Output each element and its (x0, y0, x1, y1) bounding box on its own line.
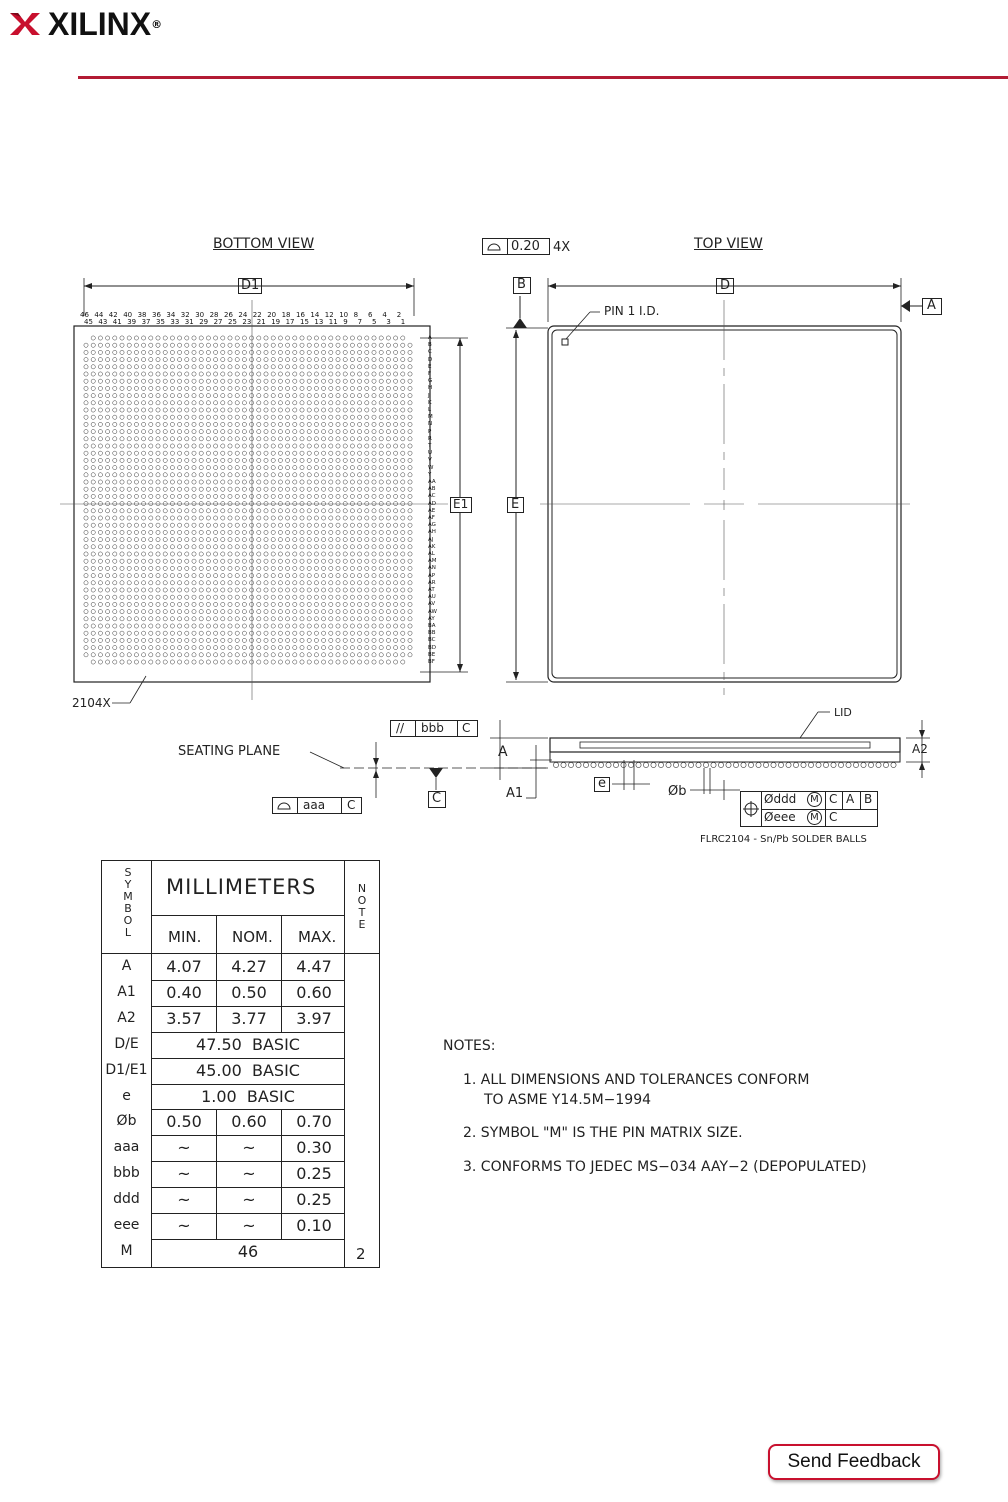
row-letter: E (428, 363, 432, 370)
table-nom-value: 0.60 (231, 1112, 267, 1132)
row-letter: AN (428, 565, 436, 572)
e-label-box: E (507, 497, 524, 513)
phi-b-label: Øb (668, 784, 687, 799)
column-number: 39 (127, 318, 137, 326)
row-letter: C (428, 349, 432, 356)
table-min-value: ~ (177, 1216, 191, 1235)
table-symbol: ddd (113, 1191, 140, 1208)
column-number: 11 (328, 318, 338, 326)
bottom-view-title: BOTTOM VIEW (213, 236, 315, 252)
table-nom-value: ~ (242, 1190, 256, 1210)
column-number: 40 (123, 311, 133, 319)
table-min-value: 4.07 (166, 957, 202, 976)
row-letter: P (428, 428, 432, 435)
row-letter: R (428, 435, 432, 442)
column-number: 16 (296, 311, 305, 319)
column-number: 19 (271, 318, 281, 326)
table-max-value: 0.25 (296, 1164, 332, 1184)
table-nom-value: ~ (242, 1216, 256, 1235)
note-header: NOTE (357, 882, 367, 931)
profile-callout: aaa C (272, 797, 362, 814)
seating-plane-label: SEATING PLANE (178, 744, 281, 759)
e1-label-box: E1 (450, 497, 472, 513)
column-number: 35 (156, 318, 165, 326)
column-number: 42 (108, 311, 118, 319)
column-number: 38 (137, 311, 147, 319)
column-number: 24 (238, 311, 248, 319)
table-max-value: 0.10 (296, 1216, 332, 1235)
row-letter: AP (428, 572, 436, 579)
column-number: 21 (256, 318, 266, 326)
table-span-value: 1.00 BASIC (201, 1086, 295, 1106)
note-1: 1. ALL DIMENSIONS AND TOLERANCES CONFORM (463, 1072, 810, 1088)
nom-header: NOM. (232, 928, 273, 946)
table-nom-value: ~ (242, 1138, 256, 1158)
row-letter: J (428, 392, 430, 399)
column-number: 43 (98, 318, 108, 326)
flatness-callout: 0.20 (482, 238, 550, 255)
a2-dim-label: A2 (912, 742, 928, 756)
row-letter: B (428, 342, 432, 349)
row-letter: N (428, 421, 433, 428)
column-number: 44 (94, 311, 104, 319)
column-number: 27 (213, 318, 223, 326)
table-symbol: A1 (117, 983, 136, 1000)
table-max-value: 4.47 (296, 957, 332, 976)
column-number: 30 (195, 311, 205, 319)
table-span-value: 46 (237, 1241, 259, 1261)
table-max-value: 0.25 (296, 1190, 332, 1210)
column-numbers-bottom (84, 318, 424, 328)
table-symbol: A2 (117, 1009, 136, 1026)
row-letter: AA (428, 479, 436, 485)
table-min-value: ~ (177, 1138, 191, 1158)
column-number: 2 (396, 311, 402, 319)
column-number: 6 (368, 311, 373, 319)
max-header: MAX. (298, 928, 337, 946)
note-value: 2 (356, 1245, 366, 1263)
table-symbol: bbb (113, 1165, 140, 1182)
column-number: 13 (314, 318, 324, 326)
parallelism-callout: // bbb C (390, 720, 478, 737)
profile-surface-icon-2 (273, 798, 295, 813)
column-number: 7 (357, 318, 363, 326)
row-letter: AV (428, 601, 436, 608)
column-number: 15 (300, 318, 309, 326)
a-dim-label: A (498, 744, 508, 760)
row-letter: T (428, 443, 432, 449)
row-letter: BF (428, 659, 435, 665)
table-span-value: 47.50 BASIC (196, 1034, 300, 1054)
row-letter: H (428, 385, 433, 392)
column-number: 25 (228, 318, 237, 326)
row-letter: AB (428, 486, 436, 493)
row-letter: BA (428, 623, 436, 629)
column-number: 46 (80, 311, 89, 319)
column-number: 22 (252, 311, 262, 319)
column-number: 5 (372, 318, 377, 326)
row-letter: BD (428, 644, 437, 651)
table-min-value: 0.40 (166, 982, 202, 1002)
table-max-value: 3.97 (296, 1008, 332, 1028)
column-number: 36 (152, 311, 161, 319)
column-number: 8 (353, 311, 359, 319)
column-number: 9 (343, 318, 348, 326)
note-3: 3. CONFORMS TO JEDEC MS−034 AAY−2 (DEPOPULATED) (463, 1159, 867, 1175)
ball-count-label: 2104X (72, 696, 111, 710)
column-number: 17 (285, 318, 295, 326)
table-nom-value: ~ (242, 1164, 256, 1184)
column-number: 20 (267, 311, 277, 319)
row-letter: V (428, 457, 432, 464)
column-number: 1 (400, 318, 406, 326)
table-span-value: 45.00 BASIC (196, 1060, 300, 1080)
column-number: 37 (141, 318, 151, 326)
column-number: 26 (224, 311, 233, 319)
table-nom-value: 0.50 (231, 982, 267, 1002)
table-max-value: 0.30 (296, 1138, 332, 1158)
column-number: 10 (339, 311, 349, 319)
symbol-header: SYMBOL (123, 866, 133, 939)
row-letter: AM (428, 558, 437, 565)
position-icon (741, 792, 761, 826)
column-number: 14 (310, 311, 320, 319)
pin1-id-mark (562, 339, 568, 345)
row-letter: U (428, 450, 433, 457)
table-min-value: 0.50 (166, 1112, 202, 1132)
table-symbol: aaa (113, 1139, 140, 1156)
datum-a-box: A (922, 298, 942, 315)
profile-surface-icon (483, 239, 505, 254)
row-letter: W (428, 464, 434, 471)
row-letter: AK (428, 543, 436, 550)
row-letter: M (428, 414, 433, 421)
row-letter: AL (428, 551, 435, 557)
min-header: MIN. (168, 928, 202, 946)
column-number: 12 (324, 311, 334, 319)
row-letter: AH (428, 529, 436, 536)
table-min-value: ~ (177, 1164, 191, 1184)
table-max-value: 0.60 (296, 982, 332, 1002)
table-symbol: Øb (116, 1113, 137, 1130)
pin1-label: PIN 1 I.D. (604, 304, 660, 318)
e-pitch-box: e (594, 777, 610, 792)
column-number: 41 (112, 318, 122, 326)
package-caption: FLRC2104 - Sn/Pb SOLDER BALLS (700, 834, 867, 845)
dimension-table (101, 860, 380, 1268)
row-letter: D (428, 356, 433, 363)
row-letter: AC (428, 493, 436, 500)
row-letter: BC (428, 637, 436, 644)
column-number: 45 (84, 318, 93, 326)
position-tolerance-frame: Øddd M C A B Øeee M C (740, 791, 878, 827)
column-number: 33 (170, 318, 180, 326)
row-letter: AD (428, 500, 436, 507)
row-letter: AF (428, 515, 435, 521)
row-letter: L (428, 407, 432, 413)
datum-b-box: B (513, 277, 531, 294)
top-view-title: TOP VIEW (694, 236, 763, 252)
d1-label-box: D1 (238, 278, 262, 294)
column-number: 4 (382, 311, 387, 319)
row-letter: F (428, 371, 432, 377)
row-letter: AU (428, 594, 436, 601)
column-number: 29 (199, 318, 209, 326)
flatness-count: 4X (553, 240, 571, 255)
column-number: 18 (281, 311, 291, 319)
table-nom-value: 3.77 (231, 1008, 267, 1028)
notes-title: NOTES: (443, 1038, 496, 1054)
send-feedback-button[interactable]: Send Feedback (768, 1444, 940, 1480)
table-min-value: 3.57 (166, 1008, 202, 1028)
row-letter: AT (428, 587, 435, 593)
row-letter: BE (428, 651, 436, 658)
table-symbol: A (121, 958, 132, 974)
row-letter: AE (428, 507, 436, 514)
parallel-icon: // (396, 721, 405, 735)
table-symbol: M (120, 1242, 133, 1259)
column-number: 31 (184, 318, 194, 326)
column-number: 34 (166, 311, 176, 319)
row-letter: AR (428, 579, 436, 586)
table-symbol: D/E (114, 1035, 139, 1052)
table-symbol: D1/E1 (105, 1061, 148, 1078)
column-number: 28 (209, 311, 219, 319)
table-symbol: eee (113, 1217, 140, 1233)
column-number: 3 (386, 318, 391, 326)
note-2: 2. SYMBOL "M" IS THE PIN MATRIX SIZE. (463, 1125, 743, 1141)
table-min-value: ~ (177, 1190, 191, 1210)
row-letter: G (428, 378, 433, 385)
column-number: 23 (242, 318, 252, 326)
lid-label: LID (834, 706, 852, 719)
column-number: 32 (180, 311, 190, 319)
row-letter: K (428, 399, 432, 406)
units-header: MILLIMETERS (166, 875, 317, 899)
brand-name: XILINX (48, 5, 152, 42)
table-max-value: 0.70 (296, 1112, 332, 1132)
datum-c-box: C (428, 791, 446, 808)
row-letter: AJ (428, 536, 434, 543)
row-letter: A (428, 335, 432, 341)
a1-dim-label: A1 (506, 786, 524, 801)
row-letter: AG (428, 522, 436, 529)
row-letter: Y (428, 471, 432, 478)
row-letter: AY (428, 615, 435, 622)
row-letters (428, 330, 442, 676)
row-letter: BB (428, 630, 436, 637)
table-symbol: e (122, 1087, 131, 1104)
ball-grid (84, 336, 412, 664)
table-nom-value: 4.27 (231, 957, 267, 976)
row-letter: AW (428, 608, 437, 615)
registered-mark: ® (151, 17, 163, 31)
note-1-cont: TO ASME Y14.5M−1994 (484, 1092, 652, 1108)
d-label-box: D (716, 278, 734, 294)
